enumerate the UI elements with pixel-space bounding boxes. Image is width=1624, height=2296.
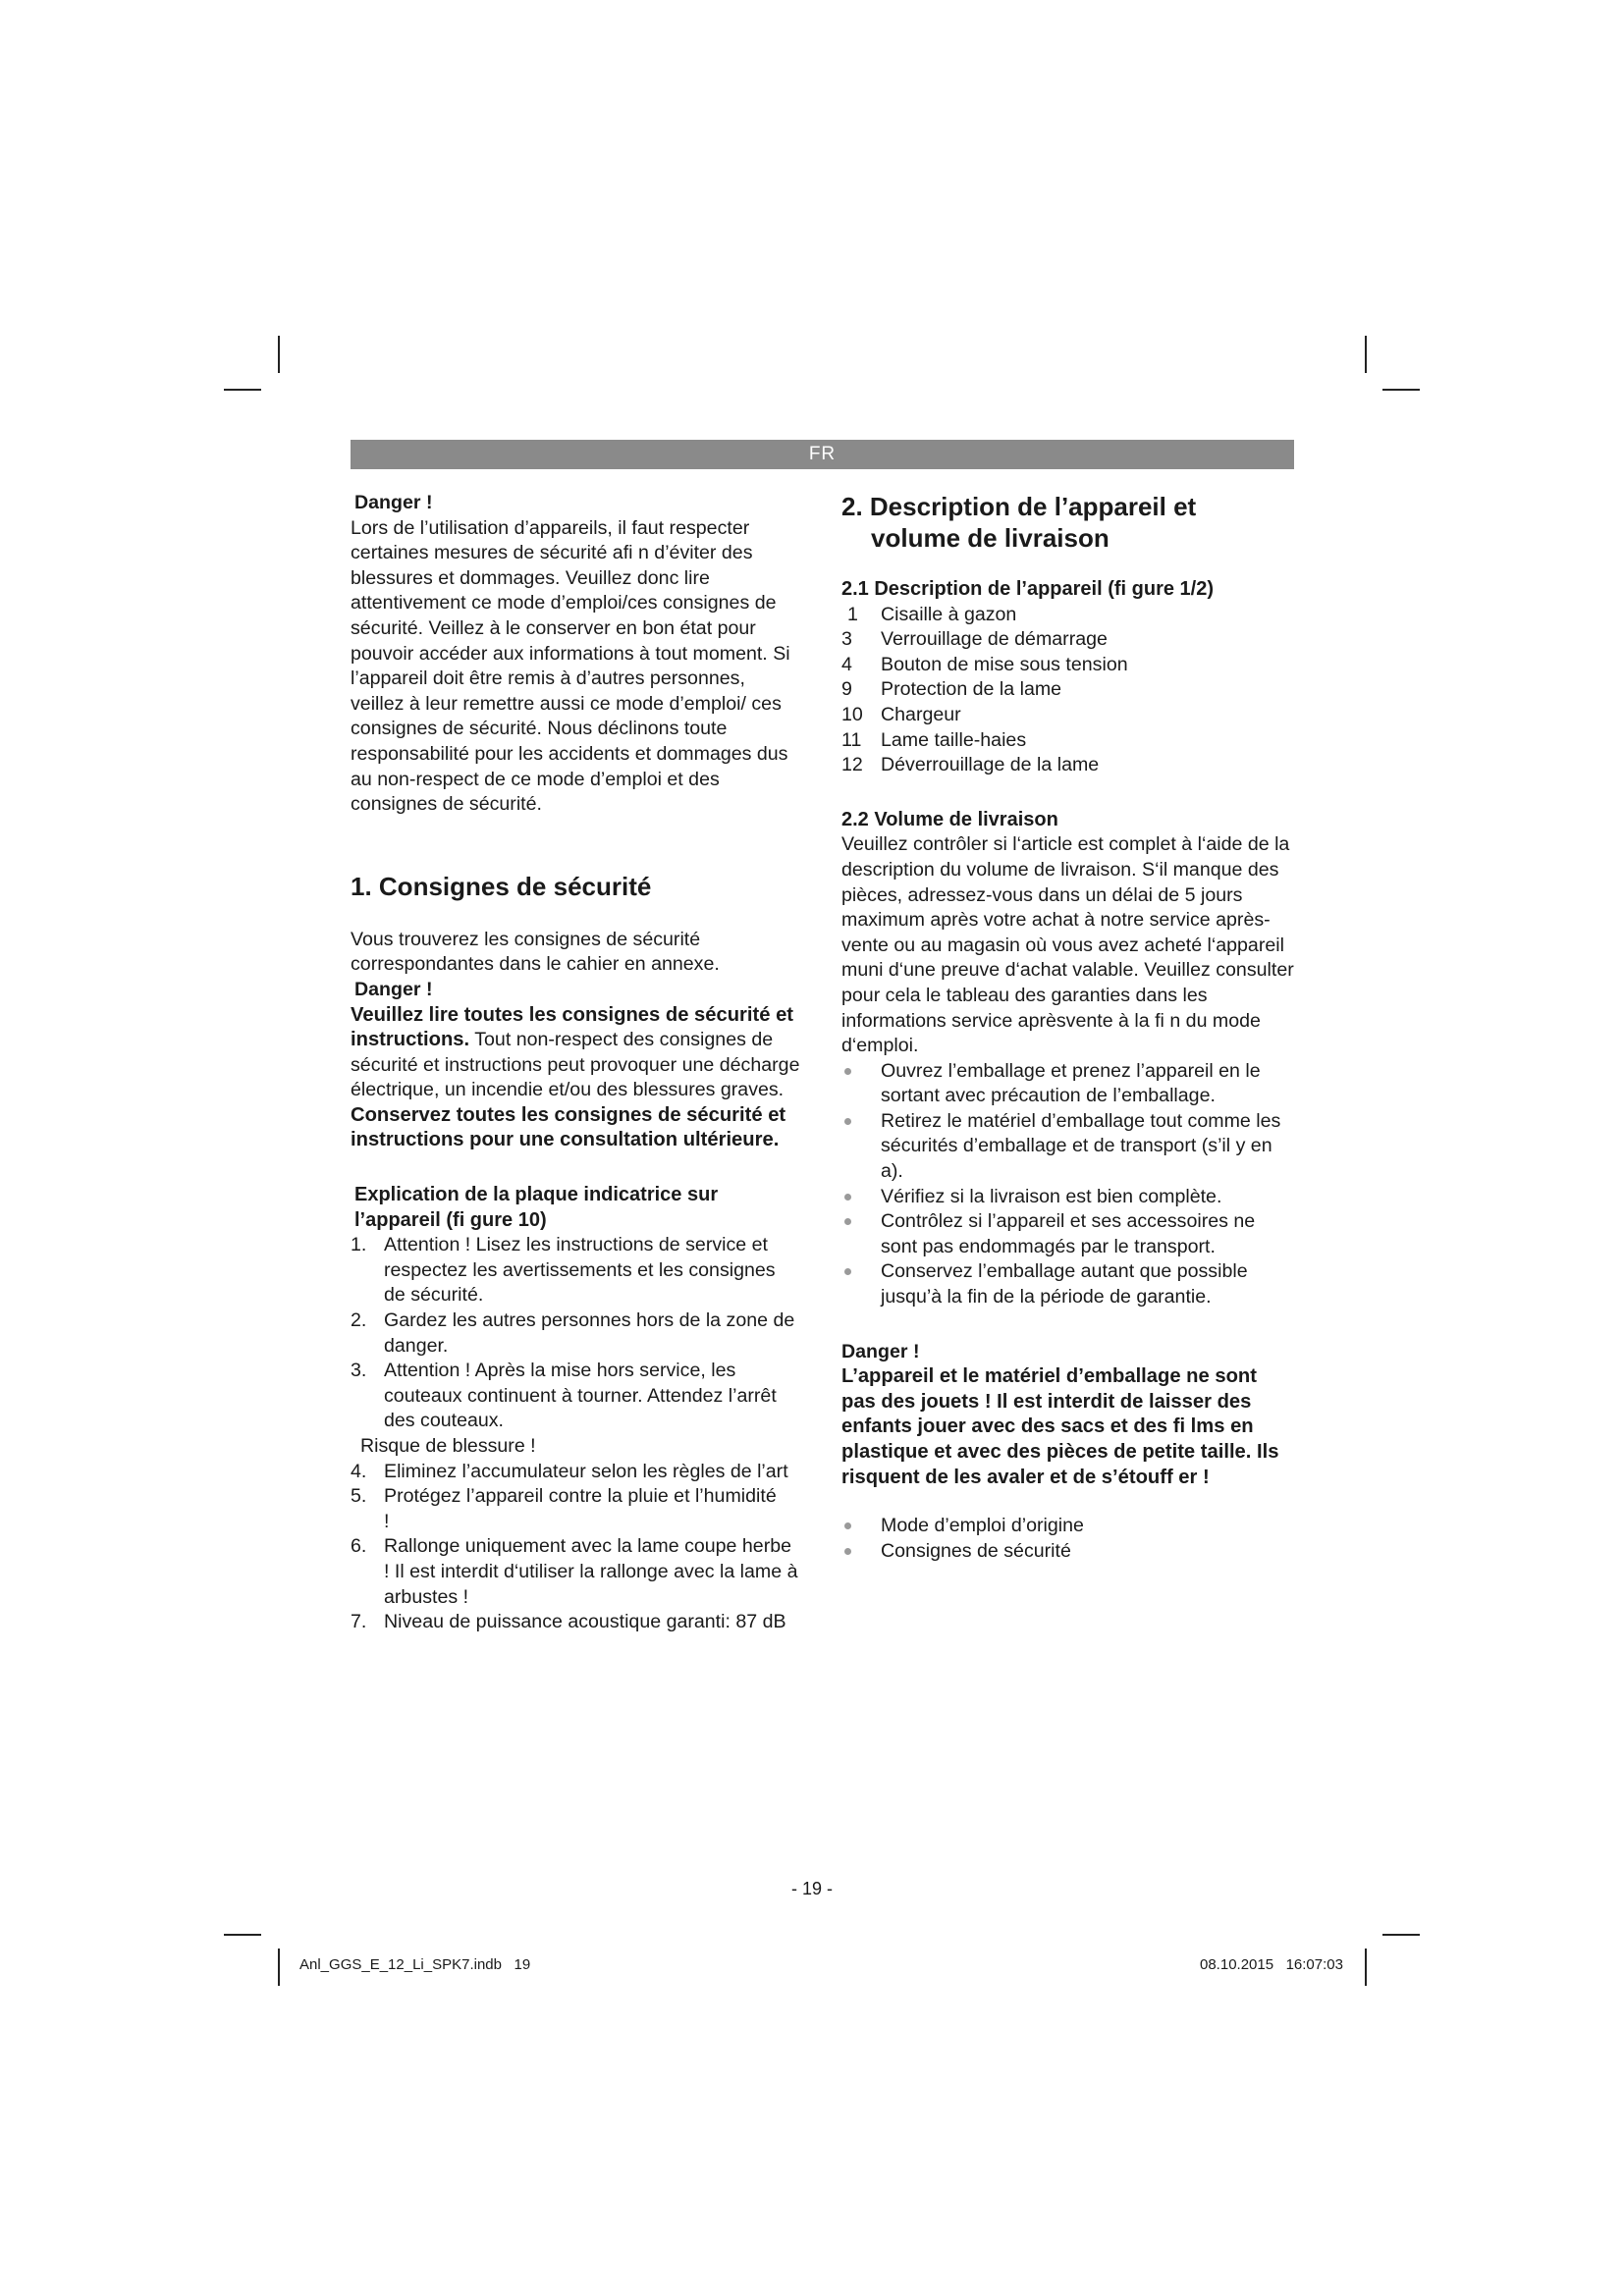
list-item: 4. Eliminez l’accumulateur selon les règles de l’art	[351, 1460, 788, 1482]
list-item: 2. Gardez les autres personnes hors de la zone de danger.	[351, 1309, 827, 1357]
section-2-title-line2: volume de livraison	[871, 523, 1110, 553]
check-list	[841, 1059, 1295, 1310]
parts-list	[841, 603, 1295, 778]
list-item: 3 Verrouillage de démarrage	[841, 628, 1108, 651]
plate-list-continued	[351, 1460, 809, 1635]
plate-list	[351, 1233, 827, 1434]
page-number: - 19 -	[790, 1879, 833, 1898]
read-all-paragraph	[351, 1003, 800, 1103]
list-item: 10 Chargeur	[841, 703, 961, 725]
left-column	[351, 491, 827, 1635]
list-item: Conservez l’emballage autant que possible jusqu’à la fin de la période de garantie.	[841, 1259, 1295, 1309]
list-item: Vérifiez si la livraison est bien complète.	[841, 1185, 1295, 1210]
list-item: Retirez le matériel d’emballage tout comme les sécurités d’emballage et de transport (s’il y en a).	[841, 1109, 1295, 1185]
list-item: 4 Bouton de mise sous tension	[841, 653, 1128, 675]
section-2-title	[841, 491, 1295, 554]
danger-heading: Danger !	[354, 492, 433, 513]
section-2-title-line1: 2. Description de l’appareil et	[841, 492, 1197, 521]
crop-mark	[1365, 336, 1367, 373]
keep-all-paragraph: Conservez toutes les consignes de sécurité et instructions pour une consultation ultérieure.	[351, 1103, 786, 1151]
list-item: 5. Protégez l’appareil contre la pluie et l’humidité !	[351, 1485, 809, 1532]
footer-date-time: 08.10.2015 16:07:03	[1200, 1956, 1343, 1973]
language-header: FR	[351, 440, 1294, 469]
list-item: 9 Protection de la lame	[841, 678, 1062, 701]
plate-title: Explication de la plaque indicatrice sur l’appareil (fi gure 10)	[354, 1184, 719, 1231]
list-item: 11 Lame taille-haies	[841, 728, 1027, 751]
crop-mark	[224, 1934, 261, 1936]
list-item: 6. Rallonge uniquement avec la lame coupe herbe ! Il est interdit d‘utiliser la rallonge avec la lame à arbustes !	[351, 1535, 798, 1608]
list-item: 1 Cisaille à gazon	[847, 603, 1017, 625]
list-item: 3. Attention ! Après la mise hors service, les couteaux continuent à tourner. Attendez l’arrêt des couteaux.	[351, 1360, 777, 1432]
subsection-2-2-title: 2.2 Volume de livraison	[841, 808, 1058, 830]
subsection-2-1-title: 2.1 Description de l’appareil (fi gure 1/2)	[841, 578, 1214, 600]
list-item: Ouvrez l’emballage et prenez l’appareil en le sortant avec précaution de l’emballage.	[841, 1059, 1295, 1109]
crop-mark	[1382, 389, 1420, 391]
list-item: 12 Déverrouillage de la lame	[841, 754, 1100, 776]
crop-mark	[1382, 1934, 1420, 1936]
crop-mark	[1365, 1949, 1367, 1986]
list-item: 1. Attention ! Lisez les instructions de service et respectez les avertissements et les consignes de sécurité.	[351, 1234, 776, 1307]
section-1-intro: Vous trouverez les consignes de sécurité correspondantes dans le cahier en annexe.	[351, 928, 720, 976]
list-item: Mode d’emploi d’origine	[841, 1514, 1295, 1539]
crop-mark	[278, 336, 280, 373]
crop-mark	[278, 1949, 280, 1986]
list-item: Consignes de sécurité	[841, 1539, 1295, 1565]
documents-list	[841, 1514, 1295, 1564]
section-1-title: 1. Consignes de sécurité	[351, 871, 652, 901]
right-column	[841, 491, 1295, 1564]
list-item: Contrôlez si l’appareil et ses accessoires ne sont pas endommagés par le transport.	[841, 1209, 1295, 1259]
delivery-paragraph: Veuillez contrôler si l‘article est complet à l‘aide de la description du volume de livraison. S‘il manque des pièces, adressez-vous dans un délai de 5 jours maximum après votre achat à notre service après-vente ou au magasin où vous avez acheté l‘appareil muni d‘une preuve d‘achat valable. Veuillez consulter pour cela le tableau des garanties dans les informations service aprèsvente à la fi n du mode d‘emploi.	[841, 833, 1294, 1057]
read-all-rest: Tout non-respect des consignes de sécurité et instructions peut provoquer une décharge électrique, un incendie et/ou des blessures graves.	[351, 1029, 800, 1101]
read-all-bold: Veuillez lire toutes les consignes de sécurité et instructions.	[351, 1003, 794, 1051]
footer-file-name: Anl_GGS_E_12_Li_SPK7.indb 19	[299, 1956, 531, 1973]
danger-paragraph: Lors de l’utilisation d’appareils, il faut respecter certaines mesures de sécurité afi n d’éviter des blessures et dommages. Veuillez donc lire attentivement ce mode d’emploi/ces consignes de sécurité. Veillez à le conserver en bon état pour pouvoir accéder aux informations à tout moment. Si l’appareil doit être remis à d’autres personnes, veillez à leur remettre aussi ce mode d’emploi/ ces consignes de sécurité. Nous déclinons toute responsabilité pour les accidents et dommages dus au non-respect de ce mode d’emploi et des consignes de sécurité.	[351, 516, 790, 816]
risk-text: Risque de blessure !	[360, 1435, 536, 1457]
danger-heading: Danger !	[841, 1340, 920, 1362]
crop-mark	[224, 389, 261, 391]
danger-heading: Danger !	[354, 978, 433, 1000]
danger-warning-paragraph: L’appareil et le matériel d’emballage ne sont pas des jouets ! Il est interdit de laisser des enfants jouer avec des sacs et des fi lms en plastique et avec des pièces de petite taille. Ils risquent de les avaler et de s’étouff er !	[841, 1365, 1279, 1488]
list-item: 7. Niveau de puissance acoustique garanti: 87 dB	[351, 1611, 786, 1633]
